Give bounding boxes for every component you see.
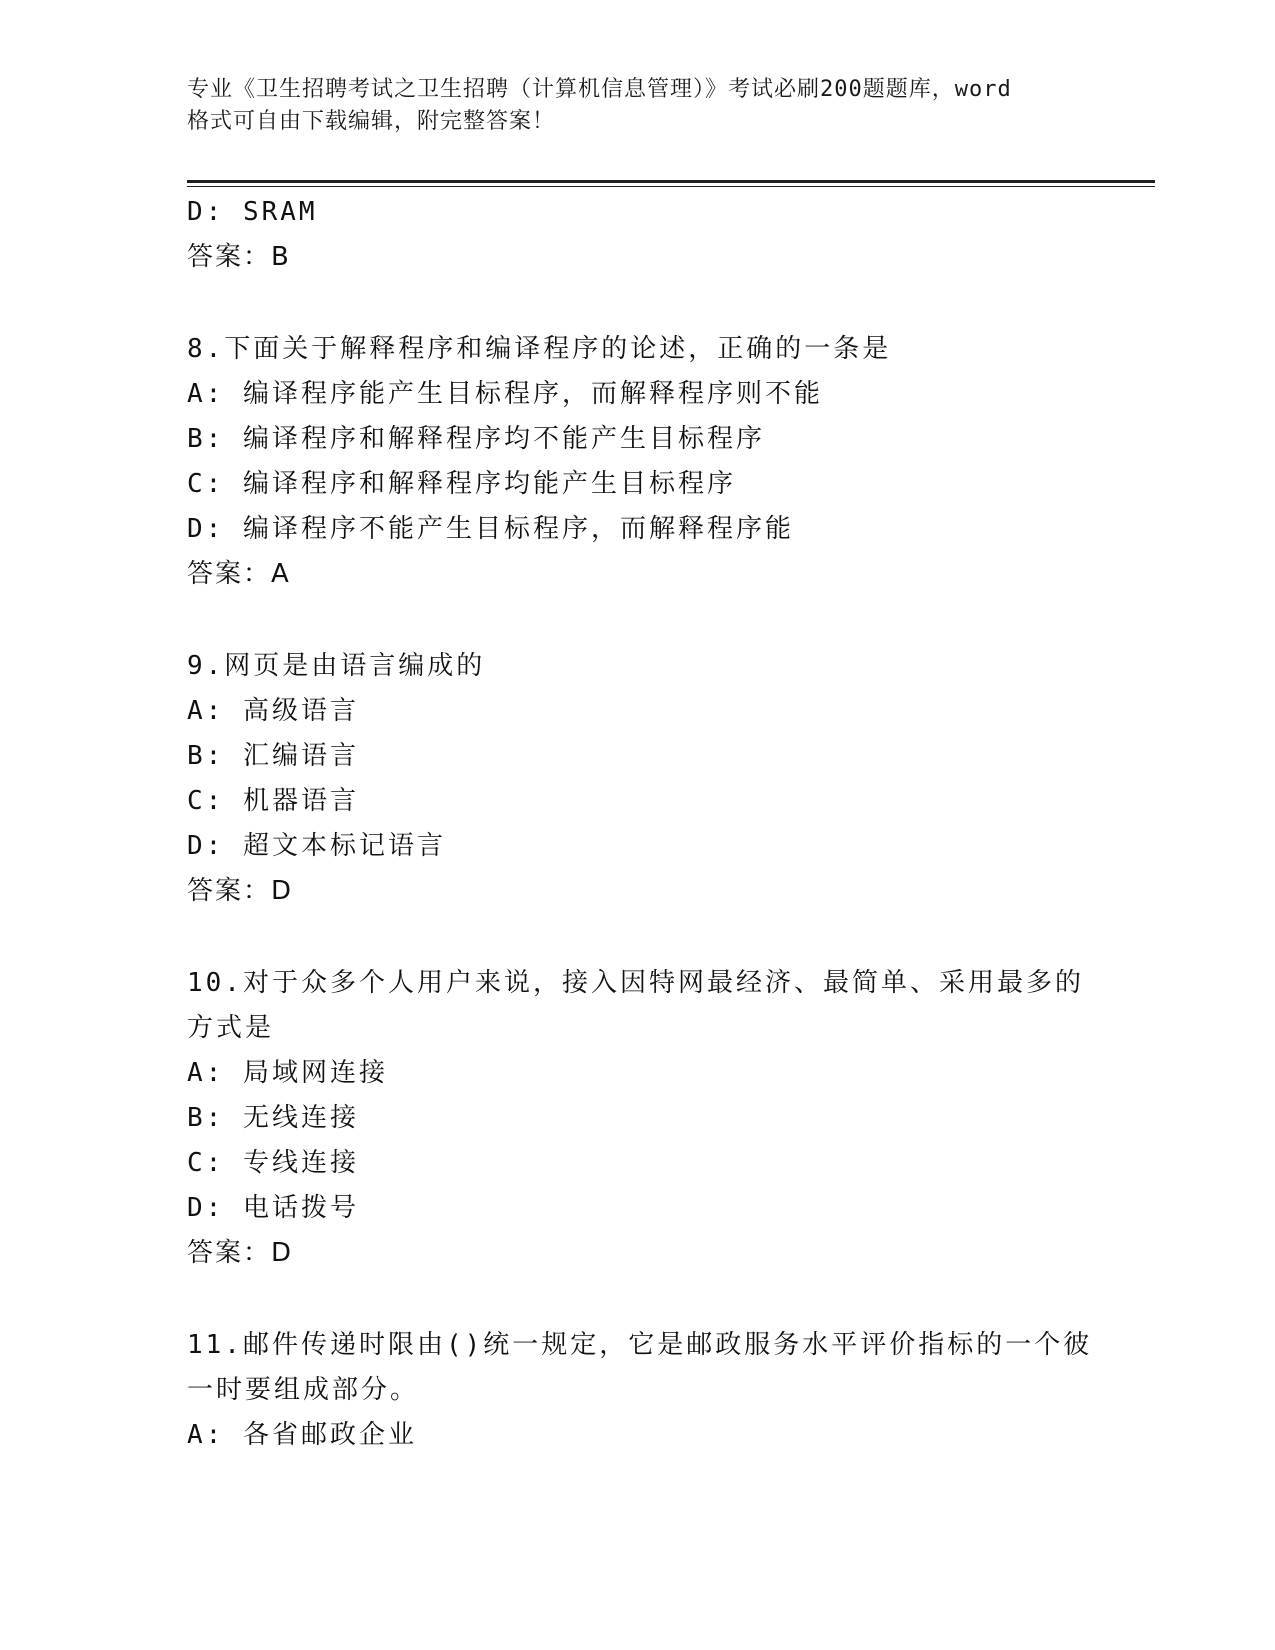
q8-option-c: C: 编译程序和解释程序均能产生目标程序: [187, 469, 736, 499]
header-title-line-1: 专业《卫生招聘考试之卫生招聘（计算机信息管理）》考试必刷200题题库，word: [187, 77, 1012, 102]
q8-answer: 答案：A: [187, 559, 291, 589]
q8-option-b: B: 编译程序和解释程序均不能产生目标程序: [187, 424, 765, 454]
q9-option-d: D: 超文本标记语言: [187, 831, 446, 861]
questions-content: [187, 190, 1093, 1458]
q8-option-d: D: 编译程序不能产生目标程序，而解释程序能: [187, 514, 794, 544]
q10-question-line-2: 方式是: [187, 1013, 275, 1043]
q10-option-c: C: 专线连接: [187, 1148, 359, 1178]
q9-option-c: C: 机器语言: [187, 786, 359, 816]
spacer: [187, 1276, 1087, 1323]
q10-option-d: D: 电话拨号: [187, 1193, 359, 1223]
spacer: [187, 597, 1087, 644]
header-rule-thick: [187, 180, 1155, 183]
q9-option-b: B: 汇编语言: [187, 741, 359, 771]
q10-answer: 答案：D: [187, 1238, 294, 1268]
q10-question-line-1: 10.对于众多个人用户来说，接入因特网最经济、最简单、采用最多的: [187, 968, 1084, 998]
q7-answer: 答案：B: [187, 242, 291, 272]
q10-option-b: B: 无线连接: [187, 1103, 359, 1133]
q10-option-a: A: 局域网连接: [187, 1058, 388, 1088]
q9-answer: 答案：D: [187, 876, 294, 906]
document-header: [187, 74, 1087, 138]
spacer: [187, 914, 1087, 961]
q9-option-a: A: 高级语言: [187, 696, 359, 726]
q11-question-line-1: 11.邮件传递时限由()统一规定，它是邮政服务水平评价指标的一个彼: [187, 1330, 1093, 1360]
q8-question: 8.下面关于解释程序和编译程序的论述，正确的一条是: [187, 334, 892, 364]
q8-option-a: A: 编译程序能产生目标程序，而解释程序则不能: [187, 379, 823, 409]
spacer: [187, 280, 1087, 327]
header-title-line-2: 格式可自由下载编辑，附完整答案！: [187, 109, 556, 134]
q7-option-d: D: SRAM: [187, 197, 318, 227]
q11-question-line-2: 一时要组成部分。: [187, 1375, 420, 1405]
q11-option-a: A: 各省邮政企业: [187, 1420, 417, 1450]
q9-question: 9.网页是由语言编成的: [187, 651, 486, 681]
header-rule-thin: [187, 186, 1155, 187]
